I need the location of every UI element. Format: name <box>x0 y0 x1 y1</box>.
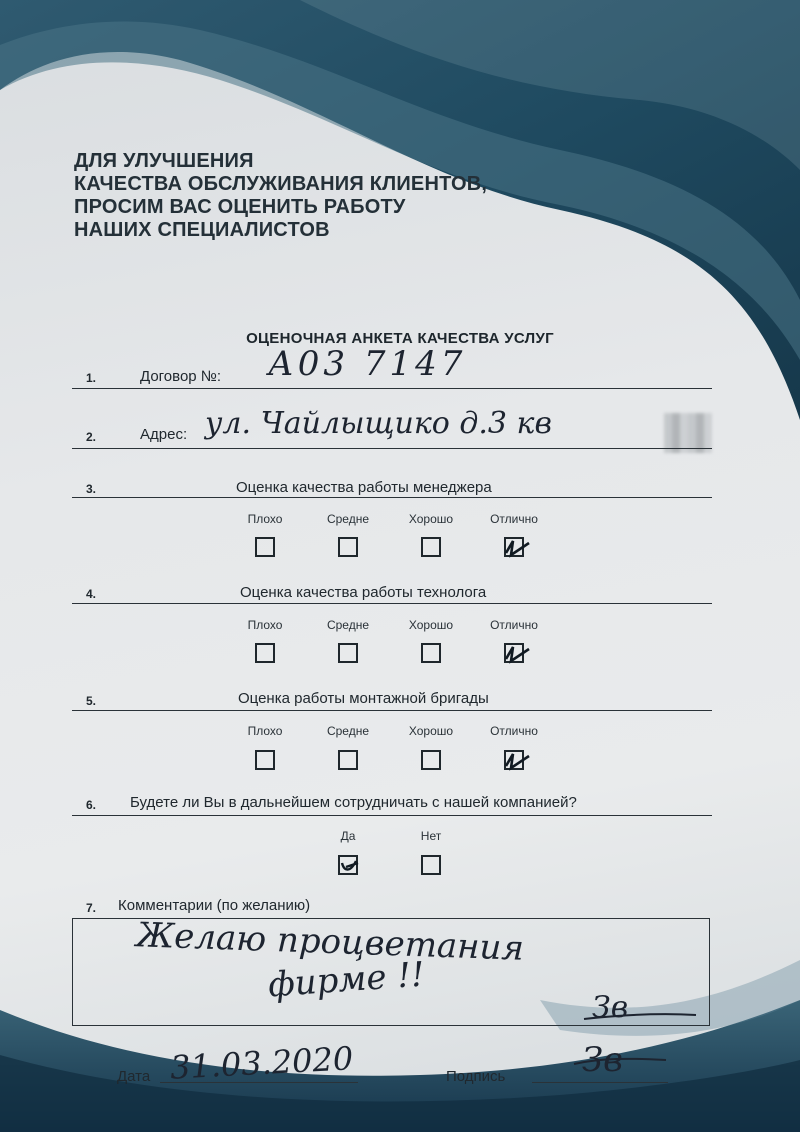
q5-option-good-label: Хорошо <box>408 724 454 738</box>
contract-number-handwritten[interactable]: А03 7147 <box>268 344 467 384</box>
q6-option-yes-label: Да <box>340 829 356 843</box>
header-line: ДЛЯ УЛУЧШЕНИЯ <box>74 150 254 172</box>
q6-underline <box>72 815 712 816</box>
comment-text-line1: Желаю процветания <box>135 915 525 969</box>
q3-number: 3. <box>86 482 97 496</box>
q6-option-no-label: Нет <box>420 829 442 843</box>
address-handwritten[interactable]: ул. Чайлыщико д.3 кв <box>205 406 552 441</box>
header-line: НАШИХ СПЕЦИАЛИСТОВ <box>74 219 330 241</box>
q5-option-bad-label: Плохо <box>247 724 283 738</box>
q3-checkbox-bad[interactable] <box>255 537 275 557</box>
address-label: Адрес: <box>140 426 188 443</box>
q4-checkbox-bad[interactable] <box>255 643 275 663</box>
q5-underline <box>72 710 712 711</box>
form-title: ОЦЕНОЧНАЯ АНКЕТА КАЧЕСТВА УСЛУГ <box>246 330 554 347</box>
q4-option-average-label: Средне <box>326 618 370 632</box>
signature-handwritten[interactable]: Зв <box>582 1040 623 1080</box>
header-appeal <box>74 150 487 242</box>
q5-checkbox-excellent[interactable] <box>504 750 524 770</box>
signature-label: Подпись <box>446 1068 506 1085</box>
q6-checkbox-yes[interactable] <box>338 855 358 875</box>
q5-checkbox-good[interactable] <box>421 750 441 770</box>
q3-checkbox-average[interactable] <box>338 537 358 557</box>
q4-checkbox-good[interactable] <box>421 643 441 663</box>
q5-label: Оценка работы монтажной бригады <box>238 690 489 707</box>
q3-checkbox-good[interactable] <box>421 537 441 557</box>
q4-option-bad-label: Плохо <box>247 618 283 632</box>
signature-stroke <box>570 1052 670 1072</box>
signature-underline <box>532 1082 668 1083</box>
date-label: Дата <box>117 1068 151 1085</box>
q3-option-good-label: Хорошо <box>408 512 454 526</box>
q3-checkbox-excellent[interactable] <box>504 537 524 557</box>
q6-label: Будете ли Вы в дальнейшем сотрудничать с нашей компанией? <box>130 794 577 811</box>
q3-option-average-label: Средне <box>326 512 370 526</box>
q3-option-bad-label: Плохо <box>247 512 283 526</box>
checkmark-icon <box>338 853 364 877</box>
checkmark-icon <box>503 748 533 772</box>
q6-checkbox-no[interactable] <box>421 855 441 875</box>
q2-underline <box>72 448 712 449</box>
q4-number: 4. <box>86 587 97 601</box>
q4-checkbox-excellent[interactable] <box>504 643 524 663</box>
q3-label: Оценка качества работы менеджера <box>236 479 492 496</box>
redacted-area <box>664 413 712 453</box>
q4-option-good-label: Хорошо <box>408 618 454 632</box>
q7-number: 7. <box>86 901 97 915</box>
q4-checkbox-average[interactable] <box>338 643 358 663</box>
q1-underline <box>72 388 712 389</box>
q5-checkbox-average[interactable] <box>338 750 358 770</box>
header-line: ПРОСИМ ВАС ОЦЕНИТЬ РАБОТУ <box>74 196 406 218</box>
q3-option-excellent-label: Отлично <box>490 512 538 526</box>
signature-stroke <box>580 1005 700 1025</box>
contract-label: Договор №: <box>140 368 222 385</box>
q5-option-excellent-label: Отлично <box>490 724 538 738</box>
q5-checkbox-bad[interactable] <box>255 750 275 770</box>
comment-initials: Зв <box>592 990 629 1025</box>
q5-option-average-label: Средне <box>326 724 370 738</box>
q4-label: Оценка качества работы технолога <box>240 584 487 601</box>
q3-underline <box>72 497 712 498</box>
q7-label: Комментарии (по желанию) <box>118 897 311 914</box>
header-line: КАЧЕСТВА ОБСЛУЖИВАНИЯ КЛИЕНТОВ, <box>74 173 488 195</box>
q4-underline <box>72 603 712 604</box>
q5-number: 5. <box>86 694 97 708</box>
q1-number: 1. <box>86 371 97 385</box>
q2-number: 2. <box>86 430 97 444</box>
q4-option-excellent-label: Отлично <box>490 618 538 632</box>
checkmark-icon <box>503 641 533 665</box>
checkmark-icon <box>503 535 533 559</box>
date-handwritten[interactable]: 31.03.2020 <box>169 1039 355 1087</box>
comment-text-line2: фирме !! <box>266 954 426 1006</box>
q6-number: 6. <box>86 798 97 812</box>
